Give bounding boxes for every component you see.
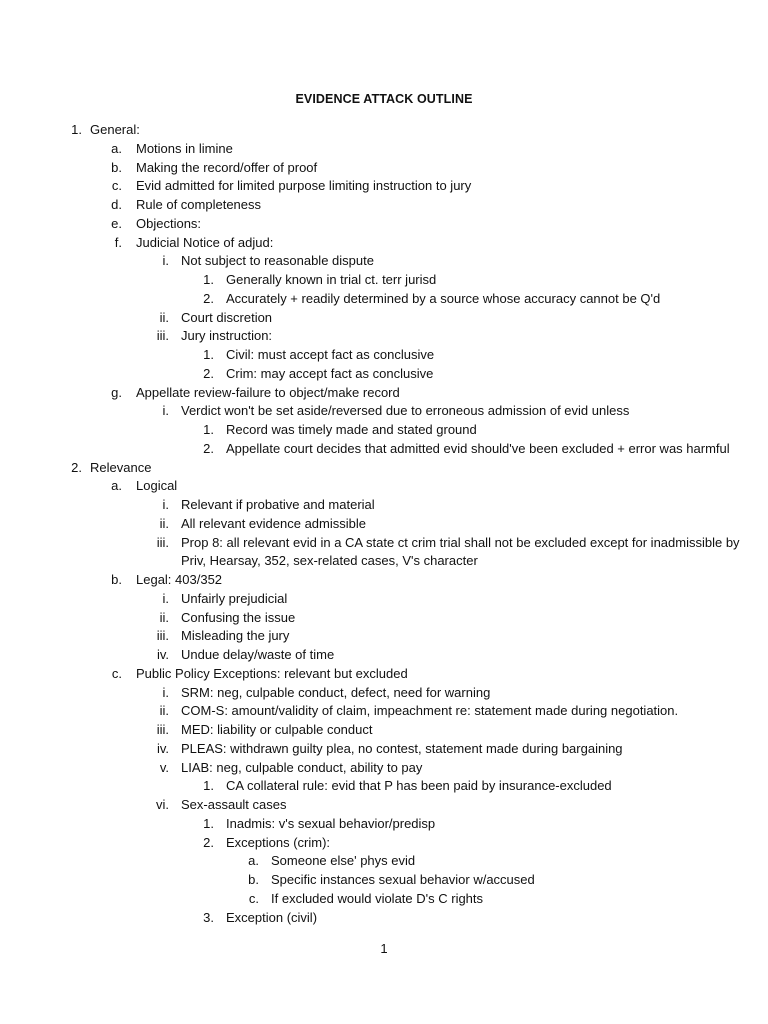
outline-text: Appellate court decides that admitted evid should've been excluded + error was harmful bbox=[226, 440, 730, 456]
outline-marker: v. bbox=[159, 759, 169, 775]
outline-marker: b. bbox=[111, 572, 122, 587]
outline-text: Relevant if probative and material bbox=[181, 497, 375, 512]
outline-marker: vi. bbox=[156, 797, 169, 812]
outline-item bbox=[0, 290, 768, 309]
outline-item bbox=[0, 871, 768, 890]
outline-text: Public Policy Exceptions: relevant but excluded bbox=[136, 665, 408, 681]
outline-item bbox=[0, 440, 768, 459]
outline-text: Sex-assault cases bbox=[181, 797, 287, 812]
outline-item bbox=[0, 421, 768, 440]
outline-marker: b. bbox=[111, 159, 122, 175]
outline-text: Someone else' phys evid bbox=[271, 853, 416, 869]
outline-text: Confusing the issue bbox=[181, 609, 296, 625]
outline-text: Generally known in trial ct. terr jurisd bbox=[226, 272, 437, 287]
outline-text: Verdict won't be set aside/reversed due to erroneous admission of evid unless bbox=[181, 403, 630, 419]
outline-item bbox=[0, 196, 768, 215]
outline-marker: i. bbox=[162, 590, 169, 606]
outline-marker: iii. bbox=[156, 534, 169, 550]
outline-item bbox=[0, 590, 768, 609]
outline-item bbox=[0, 702, 768, 721]
outline-text: Exception (civil) bbox=[226, 909, 318, 925]
page-number: 1 bbox=[380, 941, 388, 956]
outline-item bbox=[0, 609, 768, 628]
outline-text: Objections: bbox=[136, 215, 202, 231]
outline-item bbox=[0, 384, 768, 403]
outline-text: Logical bbox=[136, 478, 178, 494]
outline-marker: 1. bbox=[203, 272, 214, 287]
outline-marker: iii. bbox=[156, 722, 169, 737]
outline-marker: 2. bbox=[203, 365, 214, 381]
outline-text: Crim: may accept fact as conclusive bbox=[226, 365, 434, 381]
outline-text: Record was timely made and stated ground bbox=[226, 422, 477, 437]
outline-text: SRM: neg, culpable conduct, defect, need for warning bbox=[181, 684, 491, 700]
outline-item bbox=[0, 215, 768, 234]
outline-text: Not subject to reasonable dispute bbox=[181, 253, 374, 269]
outline-marker: a. bbox=[111, 478, 122, 494]
outline-item bbox=[0, 796, 768, 815]
outline-marker: b. bbox=[248, 872, 259, 887]
outline-item bbox=[0, 909, 768, 928]
outline-text: All relevant evidence admissible bbox=[181, 515, 366, 531]
outline-marker: g. bbox=[111, 384, 122, 400]
outline-item bbox=[0, 459, 768, 478]
outline-text: Accurately + readily determined by a source whose accuracy cannot be Q'd bbox=[226, 290, 661, 306]
outline-item bbox=[0, 252, 768, 271]
outline-item bbox=[0, 496, 768, 515]
outline-marker: 1. bbox=[203, 815, 214, 831]
outline-item bbox=[0, 890, 768, 909]
outline-text: Priv, Hearsay, 352, sex-related cases, V's character bbox=[181, 553, 478, 569]
outline-text: COM-S: amount/validity of claim, impeachment re: statement made during negotiation. bbox=[181, 703, 679, 719]
outline-text: Rule of completeness bbox=[136, 197, 262, 212]
outline-marker: 1. bbox=[203, 778, 214, 794]
outline-item bbox=[0, 815, 768, 834]
outline-marker: iv. bbox=[156, 740, 169, 756]
outline-text: General: bbox=[90, 122, 140, 137]
outline-marker: 3. bbox=[203, 909, 214, 925]
outline-item bbox=[0, 627, 768, 646]
outline-text: Jury instruction: bbox=[181, 328, 273, 344]
outline-marker: 2. bbox=[71, 459, 82, 475]
outline-marker: i. bbox=[162, 497, 169, 512]
outline-marker: 1. bbox=[71, 122, 82, 137]
outline-marker: 1. bbox=[203, 422, 214, 437]
outline-item bbox=[0, 477, 768, 496]
outline-item bbox=[0, 159, 768, 178]
outline-text: Prop 8: all relevant evid in a CA state ct crim trial shall not be excluded except for inadmissible by bbox=[181, 534, 740, 550]
outline-marker: 2. bbox=[203, 290, 214, 306]
outline-text: Motions in limine bbox=[136, 140, 233, 156]
outline-marker: a. bbox=[248, 853, 259, 869]
outline-marker: iii. bbox=[156, 628, 169, 644]
outline-item bbox=[0, 571, 768, 590]
outline-text: PLEAS: withdrawn guilty plea, no contest, statement made during bargaining bbox=[181, 740, 623, 756]
outline-text: Misleading the jury bbox=[181, 628, 290, 644]
outline-text: Unfairly prejudicial bbox=[181, 590, 288, 606]
outline-item bbox=[0, 309, 768, 328]
outline-marker: ii. bbox=[159, 515, 169, 531]
outline-text: LIAB: neg, culpable conduct, ability to pay bbox=[181, 759, 423, 775]
outline-marker: c. bbox=[248, 890, 259, 906]
outline-item bbox=[0, 721, 768, 740]
outline-marker: ii. bbox=[159, 309, 169, 325]
outline-text: Appellate review-failure to object/make record bbox=[136, 384, 400, 400]
outline-item bbox=[0, 234, 768, 253]
outline-item bbox=[0, 759, 768, 778]
outline-text: If excluded would violate D's C rights bbox=[271, 890, 484, 906]
outline-item bbox=[0, 834, 768, 853]
outline-text: Exceptions (crim): bbox=[226, 834, 331, 850]
outline-item bbox=[0, 777, 768, 796]
outline-item bbox=[0, 327, 768, 346]
outline-item bbox=[0, 365, 768, 384]
outline-text: Evid admitted for limited purpose limiting instruction to jury bbox=[136, 178, 472, 194]
outline-text: Relevance bbox=[90, 459, 152, 475]
outline-item bbox=[0, 665, 768, 684]
outline-item bbox=[0, 740, 768, 759]
outline-item bbox=[0, 534, 768, 553]
outline-item bbox=[0, 346, 768, 365]
outline-text: Undue delay/waste of time bbox=[181, 647, 335, 662]
outline-item bbox=[0, 140, 768, 159]
outline-marker: i. bbox=[162, 403, 169, 419]
outline-item bbox=[0, 121, 768, 140]
outline-text: Court discretion bbox=[181, 309, 273, 325]
outline-item bbox=[0, 852, 768, 871]
outline-item bbox=[0, 684, 768, 703]
outline-marker: i. bbox=[162, 684, 169, 700]
outline-marker: a. bbox=[111, 140, 122, 156]
outline-marker: c. bbox=[111, 665, 122, 681]
outline-text: Civil: must accept fact as conclusive bbox=[226, 347, 435, 362]
outline-marker: i. bbox=[162, 253, 169, 269]
outline-item bbox=[0, 515, 768, 534]
outline-marker: d. bbox=[111, 197, 122, 212]
document-title: EVIDENCE ATTACK OUTLINE bbox=[295, 92, 473, 106]
outline-marker: ii. bbox=[159, 609, 169, 625]
outline-text: Making the record/offer of proof bbox=[136, 159, 318, 175]
outline-item bbox=[0, 271, 768, 290]
outline-marker: ii. bbox=[159, 703, 169, 719]
outline-marker: f. bbox=[114, 234, 122, 250]
outline-text: CA collateral rule: evid that P has been paid by insurance-excluded bbox=[226, 778, 612, 794]
outline-text: Judicial Notice of adjud: bbox=[136, 234, 274, 250]
outline-text: Specific instances sexual behavior w/accused bbox=[271, 872, 535, 887]
outline-marker: 1. bbox=[203, 347, 214, 362]
outline-marker: c. bbox=[111, 178, 122, 194]
outline-marker: 2. bbox=[203, 440, 214, 456]
outline-text: MED: liability or culpable conduct bbox=[181, 722, 373, 737]
outline-marker: 2. bbox=[203, 834, 214, 850]
outline-text: Inadmis: v's sexual behavior/predisp bbox=[226, 815, 436, 831]
outline-marker: iv. bbox=[156, 647, 169, 662]
outline-marker: e. bbox=[111, 215, 122, 231]
outline-item bbox=[0, 646, 768, 665]
outline-item bbox=[0, 552, 768, 571]
outline-text: Legal: 403/352 bbox=[136, 572, 223, 587]
outline-item bbox=[0, 402, 768, 421]
outline-item bbox=[0, 177, 768, 196]
outline-marker: iii. bbox=[156, 328, 169, 344]
